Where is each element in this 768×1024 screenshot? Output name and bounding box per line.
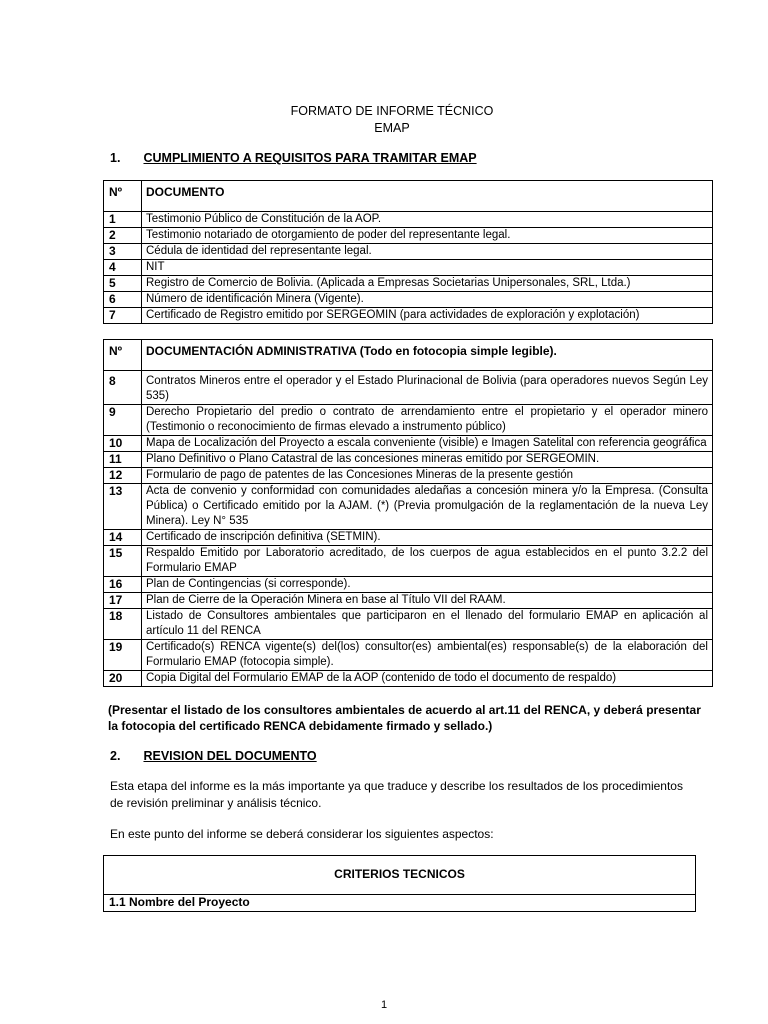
table-header-no: Nº: [104, 340, 142, 371]
row-text: Número de identificación Minera (Vigente).: [142, 292, 713, 308]
table-row: [104, 640, 713, 671]
section-2-title: REVISION DEL DOCUMENTO: [143, 749, 317, 763]
row-text: Certificado(s) RENCA vigente(s) del(los) consultor(es) ambiental(es) responsable(s) de la elaboración del Formulario EMAP (fotocopia simple).: [142, 640, 713, 671]
row-number: 10: [104, 436, 142, 452]
row-text: Contratos Mineros entre el operador y el Estado Plurinacional de Bolivia (para operadores nuevos Según Ley 535): [142, 371, 713, 405]
row-text: Copia Digital del Formulario EMAP de la AOP (contenido de todo el documento de respaldo): [142, 671, 713, 687]
row-number: 17: [104, 593, 142, 609]
row-number: 9: [104, 405, 142, 436]
row-number: 4: [104, 260, 142, 276]
table-row: [104, 530, 713, 546]
section-1-number: 1.: [110, 151, 121, 165]
administrative-documents-table: [103, 339, 713, 687]
technical-criteria-table: [103, 855, 696, 912]
row-text: Certificado de Registro emitido por SERGEOMIN (para actividades de exploración y explotación): [142, 308, 713, 324]
row-number: 14: [104, 530, 142, 546]
table-row: [104, 292, 713, 308]
row-text: Acta de convenio y conformidad con comunidades aledañas a concesión minera y/o la Empresa. (Consulta Pública) o Certificado emitido por la AJAM. (*) (Previa promulgación de la reglamentación de la nueva Ley Minera). Ley N° 535: [142, 484, 713, 530]
document-title: FORMATO DE INFORME TÉCNICO: [290, 104, 494, 118]
row-number: 8: [104, 371, 142, 405]
page-number: 1: [380, 999, 388, 1011]
row-number: 7: [104, 308, 142, 324]
row-text: Plano Definitivo o Plano Catastral de las concesiones mineras emitido por SERGEOMIN.: [142, 452, 713, 468]
row-text: Testimonio notariado de otorgamiento de poder del representante legal.: [142, 228, 713, 244]
row-text: Formulario de pago de patentes de las Concesiones Mineras de la presente gestión: [142, 468, 713, 484]
table-row: [104, 546, 713, 577]
row-text: NIT: [142, 260, 713, 276]
section-2-paragraph-line-1: Esta etapa del informe es la más importante ya que traduce y describe los resultados de los procedimientos: [110, 779, 683, 793]
row-number: 2: [104, 228, 142, 244]
section-1-title: CUMPLIMIENTO A REQUISITOS PARA TRAMITAR EMAP: [143, 151, 477, 165]
table-row: [104, 468, 713, 484]
table-row: [104, 577, 713, 593]
criteria-row-project-name: 1.1 Nombre del Proyecto: [104, 895, 696, 912]
table-row: [104, 609, 713, 640]
row-number: 6: [104, 292, 142, 308]
row-number: 12: [104, 468, 142, 484]
table-row: [104, 671, 713, 687]
row-number: 19: [104, 640, 142, 671]
row-text: Plan de Contingencias (si corresponde).: [142, 577, 713, 593]
row-number: 18: [104, 609, 142, 640]
row-number: 15: [104, 546, 142, 577]
consultants-note: (Presentar el listado de los consultores ambientales de acuerdo al art.11 del RENCA, y deberá presentar la fotocopia del certificado RENCA debidamente firmado y sellado.): [108, 703, 701, 733]
row-number: 5: [104, 276, 142, 292]
section-1-heading: [110, 150, 477, 166]
row-number: 1: [104, 212, 142, 228]
document-subtitle: EMAP: [374, 121, 410, 135]
table-header-administrative: DOCUMENTACIÓN ADMINISTRATIVA (Todo en fotocopia simple legible).: [142, 340, 713, 371]
table-row: [104, 276, 713, 292]
row-text: Respaldo Emitido por Laboratorio acreditado, de los cuerpos de agua establecidos en el punto 3.2.2 del Formulario EMAP: [142, 546, 713, 577]
row-text: Listado de Consultores ambientales que participaron en el llenado del formulario EMAP en aplicación al artículo 11 del RENCA: [142, 609, 713, 640]
section-2-heading: [110, 748, 317, 764]
table-row: [104, 260, 713, 276]
table-row: [104, 308, 713, 324]
table-row: [104, 212, 713, 228]
row-number: 3: [104, 244, 142, 260]
table-row: [104, 484, 713, 530]
row-text: Testimonio Público de Constitución de la AOP.: [142, 212, 713, 228]
table-row: [104, 436, 713, 452]
table-row: [104, 452, 713, 468]
row-number: 20: [104, 671, 142, 687]
table-row: [104, 593, 713, 609]
row-text: Cédula de identidad del representante legal.: [142, 244, 713, 260]
section-2-paragraph-line-2: de revisión preliminar y análisis técnico.: [110, 796, 322, 810]
row-text: Mapa de Localización del Proyecto a escala conveniente (visible) e Imagen Satelital con referencia geográfica: [142, 436, 713, 452]
table-row: [104, 228, 713, 244]
row-text: Derecho Propietario del predio o contrato de arrendamiento entre el propietario y el operador minero (Testimonio o reconocimiento de firmas elevado a instrumento público): [142, 405, 713, 436]
table-header-document: DOCUMENTO: [142, 181, 713, 212]
row-text: Plan de Cierre de la Operación Minera en base al Título VII del RAAM.: [142, 593, 713, 609]
row-number: 16: [104, 577, 142, 593]
row-number: 11: [104, 452, 142, 468]
criteria-header: CRITERIOS TECNICOS: [104, 856, 696, 895]
requirements-table: [103, 180, 713, 324]
section-2-number: 2.: [110, 749, 121, 763]
section-2-aspects-intro: En este punto del informe se deberá considerar los siguientes aspectos:: [110, 827, 494, 841]
table-row: [104, 244, 713, 260]
table-row: [104, 405, 713, 436]
row-text: Registro de Comercio de Bolivia. (Aplicada a Empresas Societarias Unipersonales, SRL, Ltda.): [142, 276, 713, 292]
row-text: Certificado de inscripción definitiva (SETMIN).: [142, 530, 713, 546]
table-row: [104, 371, 713, 405]
row-number: 13: [104, 484, 142, 530]
table-header-no: Nº: [104, 181, 142, 212]
